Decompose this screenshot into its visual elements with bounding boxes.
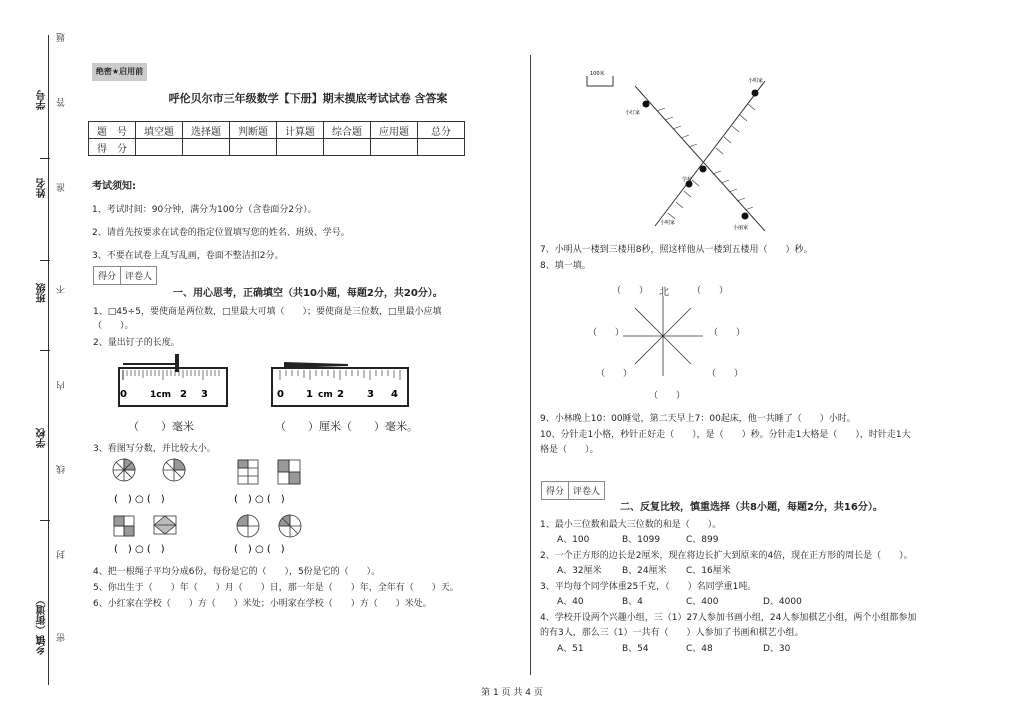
question-1-cont: （ ）。 <box>93 321 134 331</box>
confidential-badge: 绝密★启用前 <box>92 63 147 81</box>
option[interactable]: C、400 <box>686 597 719 607</box>
seal-char: 线 <box>57 465 67 474</box>
class-label: 班级 <box>37 283 48 303</box>
seal-char: 不 <box>57 285 67 294</box>
question-2: 2、量出钉子的长度。 <box>93 338 180 348</box>
grader-reviewer-label: 评卷人 <box>125 272 153 282</box>
choice-question-4: 4、学校开设两个兴趣小组，三（1）27人参加书画小组，24人参加棋艺小组，两个小组都参加 <box>540 613 917 623</box>
ruler-tick: 4 <box>391 389 398 400</box>
score-header: 选择题 <box>183 122 230 139</box>
page-title: 呼伦贝尔市三年级数学【下册】期末摸底考试试卷 含答案 <box>168 92 448 105</box>
option[interactable]: A、40 <box>557 597 584 607</box>
page-footer: 第 1 页 共 4 页 <box>481 688 543 698</box>
ruler-tick: 0 <box>120 389 127 400</box>
school-label: 学校 <box>37 428 48 448</box>
scale-label: 100米 <box>590 71 605 77</box>
compass-blank[interactable]: （ ） <box>612 286 649 296</box>
note-item: 1、考试时间：90分钟，满分为100分（含卷面分2分）。 <box>92 205 317 215</box>
compass-blank[interactable]: （ ） <box>692 286 729 296</box>
question-1: 1、□45÷5，要使商是两位数，□里最大可填（ ）；要使商是三位数，□里最小应填 <box>93 307 442 317</box>
notes-heading: 考试须知: <box>92 181 136 192</box>
option[interactable]: B、24厘米 <box>622 566 667 576</box>
map-label: 小红家 <box>625 110 641 116</box>
question-4: 4、把一根绳子平均分成6份，每份是它的（ ），5份是它的（ ）。 <box>93 567 381 577</box>
note-item: 3、不要在试卷上乱写乱画，卷面不整洁扣2分。 <box>92 251 284 261</box>
score-header: 判断题 <box>230 122 277 139</box>
seal-char: 题 <box>57 33 67 42</box>
township-label: 乡镇（街道） <box>37 595 48 655</box>
compass-blank[interactable]: （ ） <box>709 328 746 338</box>
seal-char: 准 <box>57 183 67 192</box>
fill-line <box>40 350 50 351</box>
question-8: 8、填一填。 <box>540 261 591 271</box>
column-divider <box>530 55 531 675</box>
grader-box <box>93 266 157 285</box>
fill-line <box>40 520 50 521</box>
scale-bar <box>587 76 613 86</box>
option[interactable]: D、30 <box>763 644 791 654</box>
option[interactable]: A、51 <box>557 644 584 654</box>
score-cell[interactable] <box>277 139 324 156</box>
binding-line <box>48 35 49 685</box>
question-6: 6、小红家在学校（ ）方（ ）米处；小明家在学校（ ）方（ ）米处。 <box>93 599 432 609</box>
compass-north: 北 <box>659 287 669 298</box>
choice-question-4-cont: 的有3人，那么三（1）一共有（ ）人参加了书画和棋艺小组。 <box>540 628 804 638</box>
compass-blank[interactable]: （ ） <box>707 369 744 379</box>
choice-question-3: 3、平均每个同学体重25千克，（ ）名同学重1吨。 <box>540 582 757 592</box>
option[interactable]: C、899 <box>686 535 719 545</box>
ruler-tick: 2 <box>337 389 344 400</box>
ruler-tick: 1cm <box>150 390 171 400</box>
ruler-tick: cm <box>318 390 333 400</box>
grader-score-label: 得分 <box>94 267 121 284</box>
compare-brackets: ( ) ○ ( ) <box>234 544 285 555</box>
fraction-figures-2 <box>230 456 340 556</box>
score-table <box>88 121 465 156</box>
choice-question-2: 2、一个正方形的边长是2厘米，现在将边长扩大到原来的4倍，现在正方形的周长是（ ）。 <box>540 551 913 561</box>
section1-title: 一、用心思考，正确填空（共10小题，每题2分，共20分）。 <box>173 288 443 299</box>
ruler-tick: 1 <box>306 389 313 400</box>
ruler-2 <box>268 352 414 412</box>
ruler-tick: 2 <box>180 389 187 400</box>
choice-question-1: 1、最小三位数和最大三位数的和是（ ）。 <box>540 520 722 530</box>
option[interactable]: D、4000 <box>763 597 802 607</box>
student-number-label: 学号 <box>37 90 48 110</box>
ruler-tick: 3 <box>201 389 208 400</box>
score-header: 填空题 <box>136 122 183 139</box>
map-label: 小明家 <box>748 78 764 84</box>
score-header: 应用题 <box>371 122 418 139</box>
compare-brackets: ( ) ○ ( ) <box>234 494 285 505</box>
grader-box <box>541 481 605 500</box>
map-label: 小丽家 <box>733 225 749 231</box>
map-diagram <box>585 66 805 246</box>
ruler-1 <box>115 352 235 412</box>
score-cell[interactable] <box>418 139 465 156</box>
score-row-label: 得 分 <box>89 139 136 156</box>
fill-line <box>40 158 50 159</box>
score-header: 综合题 <box>324 122 371 139</box>
option[interactable]: B、1099 <box>622 535 661 545</box>
score-cell[interactable] <box>324 139 371 156</box>
score-cell[interactable] <box>230 139 277 156</box>
score-header: 计算题 <box>277 122 324 139</box>
fill-line <box>40 260 50 261</box>
score-cell[interactable] <box>136 139 183 156</box>
ruler-tick: 3 <box>367 389 374 400</box>
grader-reviewer-label: 评卷人 <box>573 487 601 497</box>
option[interactable]: A、32厘米 <box>557 566 602 576</box>
map-label: 小明家 <box>660 220 676 226</box>
question-10: 10、分针走1小格，秒针正好走（ ），是（ ）秒。分针走1大格是（ ），时针走1大 <box>540 430 911 440</box>
seal-char: 封 <box>57 550 67 559</box>
answer-cm-mm: （ ）厘米（ ）毫米。 <box>275 420 418 433</box>
map-label: 学校 <box>682 177 693 183</box>
compass-blank[interactable]: （ ） <box>649 391 686 401</box>
question-3: 3、看图写分数，并比较大小。 <box>93 444 216 454</box>
seal-char: 答 <box>57 98 67 107</box>
answer-mm: （ ）毫米 <box>128 420 194 433</box>
question-5: 5、你出生于（ ）年（ ）月（ ）日，那一年是（ ）年，全年有（ ）天。 <box>93 583 459 593</box>
score-cell[interactable] <box>183 139 230 156</box>
question-10-cont: 格是（ ）。 <box>540 445 599 455</box>
option[interactable]: B、4 <box>622 597 643 607</box>
section2-title: 二、反复比较，慎重选择（共8小题，每题2分，共16分）。 <box>620 502 883 513</box>
compass-blank[interactable]: （ ） <box>596 369 633 379</box>
note-item: 2、请首先按要求在试卷的指定位置填写您的姓名、班级、学号。 <box>92 228 350 238</box>
option[interactable]: B、54 <box>622 644 649 654</box>
seal-char: 内 <box>57 381 67 390</box>
seal-char: 密 <box>57 633 67 642</box>
option[interactable]: C、16厘米 <box>686 566 731 576</box>
score-header: 题 号 <box>89 122 136 139</box>
ruler-tick: 0 <box>277 389 284 400</box>
compass-blank[interactable]: （ ） <box>588 328 625 338</box>
question-7: 7、小明从一楼到三楼用8秒，照这样他从一楼到五楼用（ ）秒。 <box>540 245 813 255</box>
name-label: 姓名 <box>37 178 48 198</box>
option[interactable]: C、48 <box>686 644 713 654</box>
score-cell[interactable] <box>371 139 418 156</box>
question-9: 9、小林晚上10：00睡觉，第二天早上7：00起床，他一共睡了（ ）小时。 <box>540 414 856 424</box>
compare-brackets: ( ) ○ ( ) <box>114 494 165 505</box>
option[interactable]: A、100 <box>557 535 590 545</box>
compare-brackets: ( ) ○ ( ) <box>114 544 165 555</box>
score-header: 总分 <box>418 122 465 139</box>
grader-score-label: 得分 <box>542 482 569 499</box>
